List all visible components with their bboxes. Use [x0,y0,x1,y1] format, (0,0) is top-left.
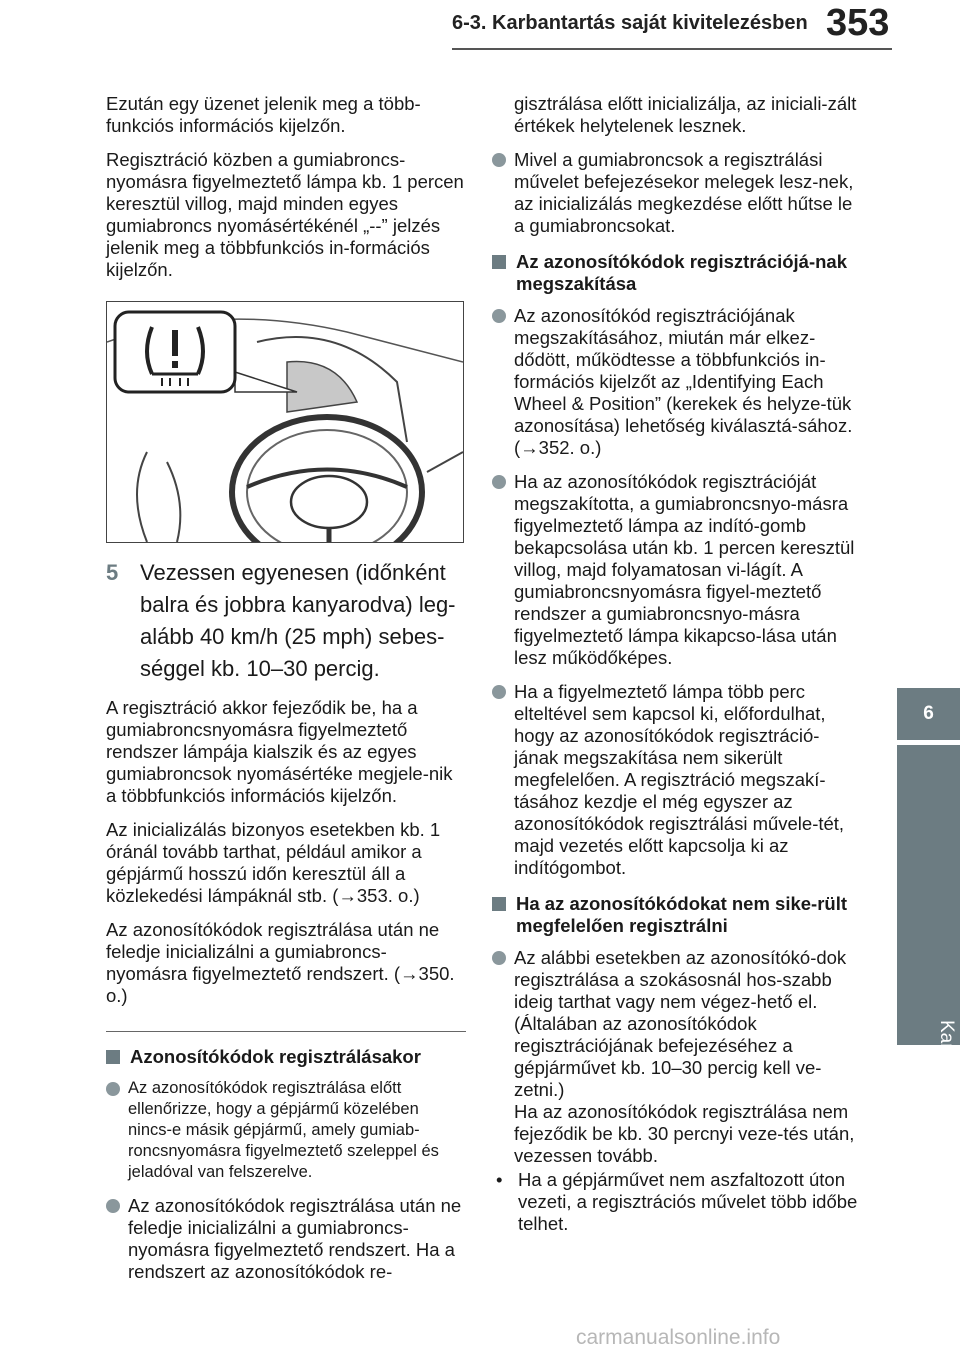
step-text: Vezessen egyenesen (időnként balra és jobbra kanyarodva) leg-alább 40 km/h (25 mph) sebes-séggel kb. 10–30 percig. [140,560,456,681]
square-bullet-icon [106,1050,120,1064]
chapter-tab [897,745,960,1045]
watermark: carmanualsonline.info [576,1326,781,1349]
dashboard-illustration [106,301,464,543]
list-item-text: Ha az azonosítókódok regisztrációját megszakította, a gumiabroncsnyo-másra figyelmeztető lámpa az indító-gomb bekapcsolása után kb. 1 percen keresztül villog, majd folyamatosan vi-lágít. A gumiabroncsnyomásra figyel-meztető rendszer a gumiabroncsnyo-másra figyelmeztető lámpa kikapcso-lása után lesz működőképes. [514,471,855,668]
square-bullet-icon [492,255,506,269]
step-5 [106,557,466,685]
list-item [106,1195,466,1283]
sub-list-item [492,1169,862,1235]
header-rule [452,48,892,50]
section-divider [106,1031,466,1032]
dot-bullet-icon [106,1199,120,1213]
right-column [492,93,862,1235]
dot-bullet-icon [492,951,506,965]
sub-bullet-mark: • [496,1169,503,1190]
paragraph: gisztrálása előtt inicializálja, az iniciali-zált értékek helytelenek lesznek. [514,93,857,136]
step-number: 5 [106,560,119,585]
paragraph: Az inicializálás bizonyos esetekben kb. 1 óránál tovább tarthat, például amikor a gépjármű hosszú időn keresztül áll a közlekedési lámpáknál stb. (→353. o.) [106,819,441,906]
list-item [492,305,862,459]
chapter-tab-number [897,688,960,740]
dot-bullet-icon [492,685,506,699]
list-item [492,471,862,669]
list-item-text: Az azonosítókódok regisztrálása előtt ellenőrizze, hogy a gépjármű közelében nincs-e másik gépjármű, amely gumiab-roncsnyomásra figyelmeztető szeleppel és jeladóval van felszerelve. [128,1079,439,1181]
list-item-text [514,947,862,1167]
heading-text: Az azonosítókódok regisztrációjá-nak megszakítása [516,251,848,294]
list-item [492,681,862,879]
dot-bullet-icon [492,153,506,167]
dot-bullet-icon [492,475,506,489]
section-heading [106,1046,466,1068]
section-title: 6-3. Karbantartás saját kivitelezésben [452,12,808,34]
dot-bullet-icon [492,309,506,323]
square-bullet-icon [492,897,506,911]
list-item-text: Az azonosítókód regisztrációjának megszakításához, miután már elkez-dődött, működtesse a többfunkciós in-formációs kijelzőt az „Identifying Each Wheel & Position” (kerekek és helyze-tük azonosítása) lehetőség kiválasztá-sához. (→352. o.) [514,305,853,458]
chapter-number: 6 [923,703,934,724]
paragraph: Regisztráció közben a gumiabroncs-nyomásra figyelmeztető lámpa kb. 1 percen keresztül villog, majd minden egyes gumiabroncs nyomásértékénél „--” jelzés jelenik meg a többfunkciós in-formációs kijelzőn. [106,149,464,280]
heading-text: Ha az azonosítókódokat nem sike-rült megfelelően regisztrálni [516,893,848,936]
list-item-text: Az azonosítókódok regisztrálása után ne feledje inicializálni a gumiabroncs-nyomásra figyelmeztető rendszert. Ha a rendszert az azonosítókódok re- [128,1195,462,1282]
list-item [492,149,862,237]
paragraph: Az azonosítókódok regisztrálása után ne feledje inicializálni a gumiabroncs-nyomásra figyelmeztető rendszert. (→350. o.) [106,919,455,1006]
list-item-text: Mivel a gumiabroncsok a regisztrálási művelet befejezésekor melegek lesz-nek, az inicializálás megkezdése előtt hűtse le a gumiabroncsokat. [514,149,854,236]
sub-list-item-text: Ha a gépjárművet nem aszfaltozott úton vezeti, a regisztrációs művelet több időbe telhet. [518,1169,858,1234]
chapter-tab-label: Karbantartás és ápolás [936,1020,957,1216]
list-item-text-part: Az alábbi esetekben az azonosítókó-dok regisztrálása a szokásosnál hos-szabb ideig tarthat vagy nem végez-hető el. (Általában az azonosítókódok regisztrációjának befejezéséhez a gépjárművet kb. 10–30 percig kell ve-zetni.) [514,947,847,1100]
list-item [106,1078,466,1183]
list-item-text: Ha a figyelmeztető lámpa több perc elteltével sem kapcsol ki, előfordulhat, hogy az azonosítókódok regisztráció-jának megszakítása nem sikerült megfelelően. A regisztráció megszakí-tásához kezdje el még egyszer az azonosítókódok regisztrálási művele-tét, majd vezetés előtt kapcsolja ki az indítógombot. [514,681,845,878]
page-number: 353 [826,2,890,44]
left-column [106,93,466,1295]
list-item [492,947,862,1167]
section-heading [492,893,862,937]
list-item-text-part: Ha az azonosítókódok regisztrálása nem fejeződik be kb. 30 percnyi veze-tés után, vezessen tovább. [514,1101,855,1166]
section-heading [492,251,862,295]
dot-bullet-icon [106,1082,120,1096]
steering-wheel-illustration [107,302,463,542]
paragraph: A regisztráció akkor fejeződik be, ha a gumiabroncsnyomásra figyelmeztető rendszer lámpája kialszik és az egyes gumiabroncsok nyomásértéke megjele-nik a többfunkciós információs kijelzőn. [106,697,453,806]
paragraph: Ezután egy üzenet jelenik meg a több-funkciós információs kijelzőn. [106,93,421,136]
heading-text: Azonosítókódok regisztrálásakor [130,1046,421,1067]
